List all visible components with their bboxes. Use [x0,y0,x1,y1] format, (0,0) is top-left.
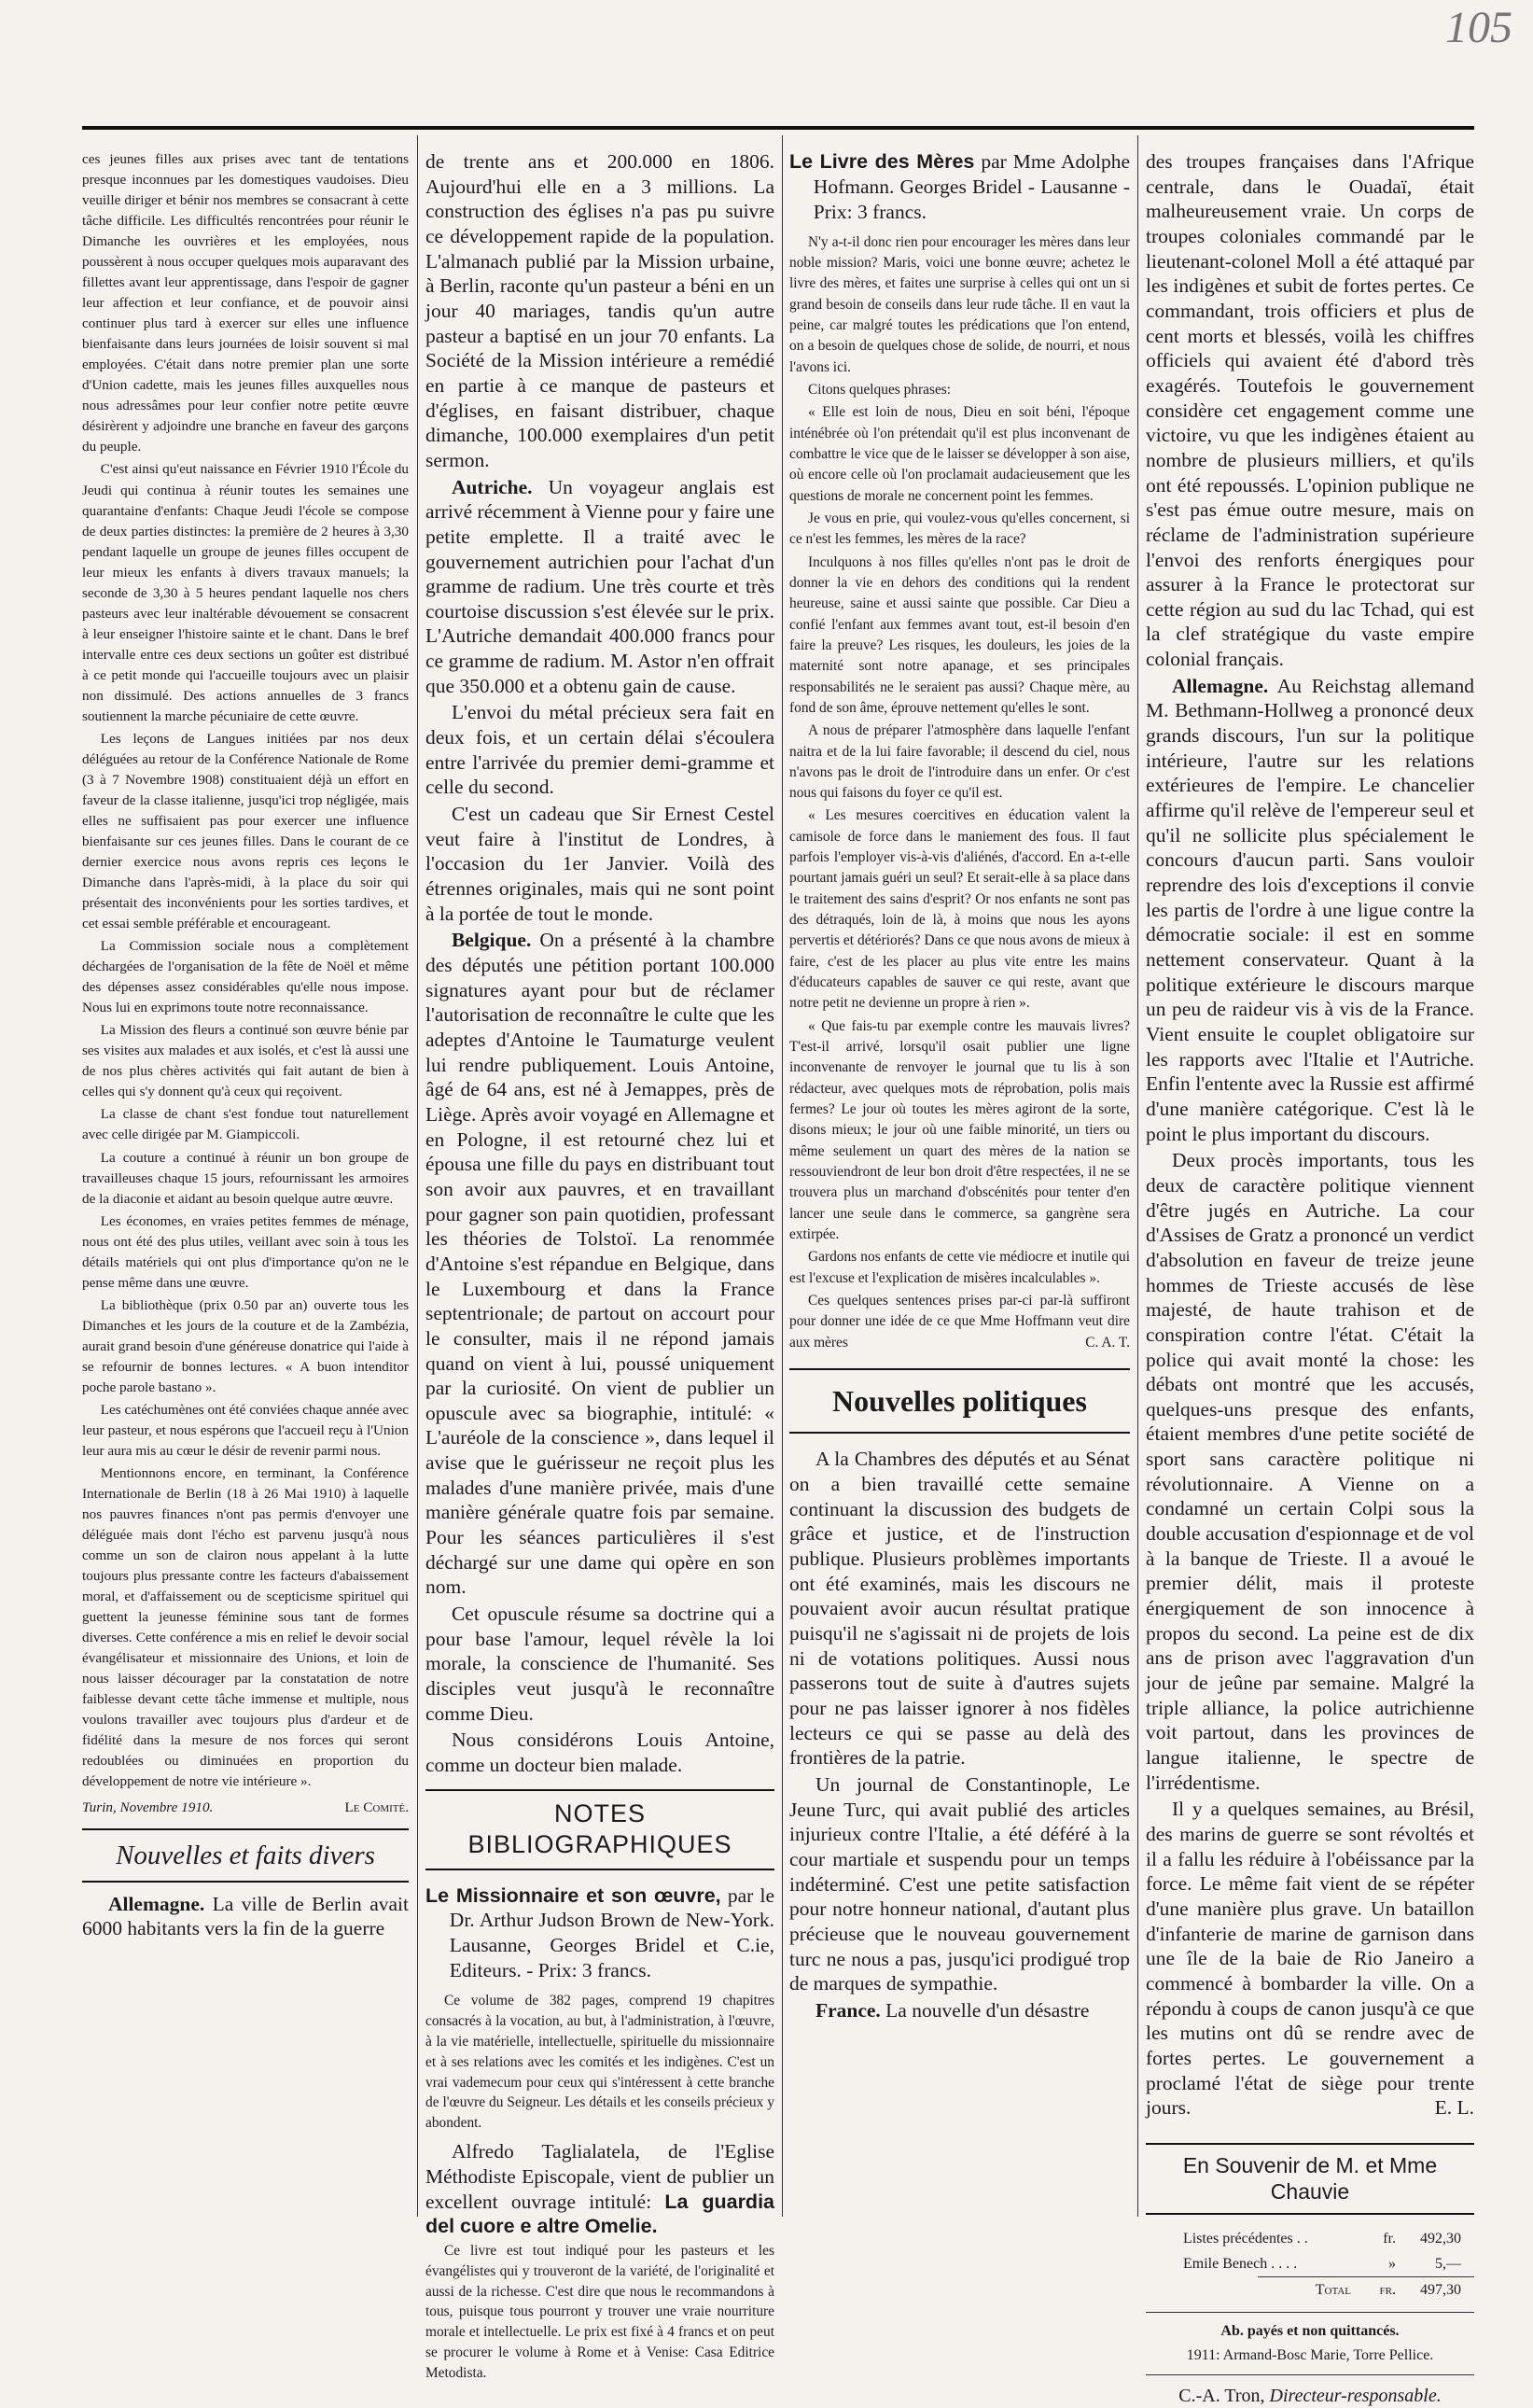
column-2 [425,149,775,2382]
paragraph-text: Un voyageur anglais est arrivé récemment à Vienne pour y faire une petite emplette. Il a traité avec le gouvernement autrichien pour l'achat d'un gramme de radium. Une très courte et très courtoise discussion s'est élevée sur le prix. L'Autriche demandait 400.000 francs pour ce gramme de radium. M. Astor n'en offrait que 350.000 et a obtenu gain de cause. [425,475,774,697]
section-heading: NOTES BIBLIOGRAPHIQUES [425,1789,774,1870]
book-info: par le Dr. Arthur Judson Brown de New-York. Lausanne, Georges Bridel et C.ie, Editeurs. - Prix: 3 francs. [449,1883,775,1982]
paragraph: de trente ans et 200.000 en 1806. Aujourd'hui elle en a 3 millions. La construction des églises n'a pas pu suivre ce développement rapide de la population. L'almanach publié par la Mission urbaine, à Berlin, raconte qu'un pasteur a béni en un jour 40 mariages, tandis qu'un autre pasteur a baptisé en un jour 70 enfants. La Société de la Mission intérieure a remédié en partie à ce manque de pasteurs et d'églises, en faisant distribuer, chaque dimanche, 100.000 exemplaires d'un petit sermon. [425,150,774,471]
signature-author: Le Comité. [344,1799,409,1816]
paragraph: La couture a continué à réunir un bon groupe de travailleuses chaque 15 jours, refournissant les armoires de la diaconie et aidant au besoin quelque autre œuvre. [82,1149,409,1207]
paragraph: L'envoi du métal précieux sera fait en deux fois, et un certain délai s'écoulera entre l'arrivée du premier demi-gramme et celle du second. [425,701,774,799]
section-heading: Nouvelles politiques [789,1368,1130,1434]
row-amount: 5,— [1435,2256,1461,2273]
book-title: Le Missionnaire et son œuvre, [425,1883,721,1907]
book-title: La guardia del cuore e altre Omelie. [425,2190,774,2238]
paragraph [425,2139,774,2239]
paragraph: Les leçons de Langues initiées par nos deux déléguées au retour de la Conférence Nationale de Rome (3 à 7 Novembre 1908) constituaient déjà un effort en faveur de la classe italienne, jusqu'ici trop négligée, mais elles ne suffisaient pas pour exercer une influence bienfaisante sur ces jeunes filles. Dans le courant de ce dernier exercice nous avons repris ces leçons le Dimanche dans l'après-midi, à la place du soir qui présentait des inconvénients pour les sorties tardives, et cet essai semble préférable et encourageant. [82,730,409,932]
top-rule [82,126,1474,130]
paragraph [789,1998,1130,2023]
paragraph: Inculquons à nos filles qu'elles n'ont pas le droit de donner la vie en dehors des conditions qui la rendent heureuse, saine et aussi sainte que possible. Car Dieu a confié l'enfant aux femmes avant tout, est-il besoin d'en faire la preuve? Les risques, les douleurs, les joies de la maternité sont notre apanage, et ses principales responsabilités ne le seraient pas aussi? Chaque mère, au fond de son âme, éprouve nettement qu'elles le sont. [789,553,1130,716]
subscription-total [1258,2276,1474,2303]
column-1 [82,149,409,2221]
signature-author: C. A. T. [1085,1334,1130,1351]
paragraph-lead: Autriche. [451,475,533,498]
column-divider [782,135,783,2217]
paragraph [1146,1797,1474,2121]
divider [1146,2374,1474,2375]
director-name: C.-A. Tron, [1178,2386,1265,2407]
paragraph: Nous considérons Louis Antoine, comme un docteur bien malade. [425,1729,774,1776]
total-label: Total [1315,2282,1351,2299]
signature-place: Turin, Novembre 1910. [82,1799,214,1816]
paragraph-text: La ville de Berlin avait 6000 habitants vers la fin de la guerre [82,1892,409,1940]
director-line [1146,2385,1474,2408]
paragraph: Deux procès importants, tous les deux de caractère politique viennent d'être jugés en Autriche. La cour d'Assises de Gratz a prononcé un verdict d'absolution en faveur de treize jeune hommes de Trieste accusés de lèse majesté, de haute trahison et de conspiration contre l'état. C'était la police qui avait monté la chose: les débats ont montré que les accusés, quelques-uns presque des enfants, étaient membres d'une petite société de sport sans caractère politique ni révolutionnaire. A Vienne on a condamné un certain Colpi sous la double accusation d'espionnage et de vol à la banque de Trieste. Il a avoué le premier délit, mais il proteste énergiquement de son innocence à propos du second. La peine est de dix ans de prison avec l'aggravation d'un jour de jeûne par semaine. Malgré la triple alliance, la police autrichienne voit partout, dans les provinces de langue italienne, le spectre de l'irrédentisme. [1146,1149,1474,1794]
book-title: Le Livre des Mères [789,150,975,173]
ab-heading: Ab. payés et non quittancés. [1220,2323,1400,2340]
subscription-row [1146,2251,1474,2276]
paragraph: La Mission des fleurs a continué son œuvre bénie par ses visites aux malades et aux isolés, et c'est là aussi une de nos plus chères activités qui fait autant de bien à celles qui s'y donnent qu'à ceux qui reçoivent. [82,1022,409,1100]
paragraph: A la Chambres des députés et au Sénat on a bien travaillé cette semaine continuant la discussion des budgets de grâce et justice, et de l'instruction publique. Plusieurs problèmes importants ont été examinés, mais les discours ne pouvaient avoir aucun résultat pratique puisqu'il ne s'agissait ni de projets de lois ni de votations politiques. Aussi nous passerons tout de suite à d'autres sujets pour ne pas laisser ignorer à nos fidèles lecteurs ce qui se passe au delà des frontières de la patrie. [789,1448,1130,1770]
paragraph [425,475,774,699]
paragraph-lead: Allemagne. [1171,674,1269,697]
book-entry [425,1883,774,1984]
paragraph-text: On a présenté à la chambre des députés une pétition portant 100.000 signatures ayant pour but de réclamer l'autorisation de reconnaître le culte que les adeptes d'Antoine le Taumaturge veulent lui rendre publiquement. Louis Antoine, âgé de 64 ans, est né à Jemappes, près de Liège. Après avoir voyagé en Allemagne et en Pologne, il est retourné chez lui et épousa une fille du pays en distribuant tout son avoir aux pauvres, et en travaillant pour gagner son pain quotidien, professant les théories de Tolstoï. La renommée d'Antoine s'est répandue en Belgique, dans le Luxembourg et dans la France septentrionale; de partout on accourt pour le consulter, mais il ne répond jamais quand on vient à lui, poussé uniquement par la curiosité. On vient de publier un opuscule avec sa biographie, intitulé: « L'auréole de la conscience », dans lequel il avise que le guérisseur ne reçoit plus les malades d'une manière privée, mais d'une manière générale quatre fois par semaine. Pour les séances particulières il s'est déchargé sur une dame qui opère en son nom. [425,929,774,1599]
paragraph-text: Ces quelques sentences prises par-ci par-là suffiront pour donner une idée de ce que Mme Hoffmann veut dire aux mères [789,1293,1130,1351]
page-number: 105 [1445,3,1512,52]
paragraph: Je vous en prie, qui voulez-vous qu'elles concernent, si ce n'est les femmes, les mères de la race? [789,510,1130,548]
paragraph: C'est un cadeau que Sir Ernest Cestel veut faire à l'institut de Londres, à l'occasion du 1er Janvier. Voilà des étrennes originales, mais qui ne sont point à la portée de tout le monde. [425,803,774,925]
souvenir-heading: En Souvenir de M. et Mme Chauvie [1146,2143,1474,2215]
paragraph [1146,674,1474,1146]
paragraph-text: Au Reichstag allemand M. Bethmann-Hollweg a prononcé deux grands discours, l'un sur la politique intérieure, l'autre sur les relations extérieures de l'empire. Le chancelier affirme qu'il relève de l'empereur seul et qu'il ne sollicite plus spécialement le concours d'aucun parti. Sans vouloir reprendre des lois d'exceptions il convie les partis de l'ordre à une ligue contre la démocratie sociale: il est en somme nettement conservateur. Quant à la politique extérieure le discours marque un peu de raideur vis à vis de la France. Vient ensuite le couplet obligatoire sur les rapports avec l'Italie et l'Autriche. Enfin l'entente avec la Russie est affirmé d'une manière catégorique. C'est là le point le plus important du discours. [1146,674,1474,1145]
paragraph [425,928,774,1600]
paragraph-text: La nouvelle d'un désastre [880,1998,1090,2022]
total-amount: 497,30 [1420,2282,1461,2299]
column-4 [1146,149,1474,2407]
paragraph [789,1291,1130,1353]
paragraph: La classe de chant s'est fondue tout naturellement avec celle dirigée par M. Giampiccoli. [82,1106,409,1143]
paragraph-lead: Allemagne. [107,1892,205,1915]
paragraph-lead: France. [815,1998,881,2022]
paragraph: ces jeunes filles aux prises avec tant de tentations presque inconnues par les domestiques vaudoises. Dieu veuille diriger et bénir nos membres se consacrant à cette tâche difficile. Les difficultés rencontrées pour réunir le Dimanche les ouvrières et les employées, nous poussèrent à nous occuper quelques mois auparavant des fillettes avant leur apprentissage, dans l'espoir de gagner leur affection et leur confiance, et de pouvoir ainsi continuer plus tard à exercer sur elles une influence bienfaisante dans leurs journées de loisir souvent si mal employées. C'était dans notre premier plan une sorte d'Union cadette, mais les jeunes filles auxquelles nous nous adressâmes pour leur confier notre petite œuvre désirèrent y adjoindre une branche en faveur des garçons du peuple. [82,151,409,455]
paragraph: A nous de préparer l'atmosphère dans laquelle l'enfant naitra et de la lui faire favorable; il descend du ciel, nous n'avons pas le droit de l'introduire dans un enfer. Or c'est nous qui faisons du foyer ce qu'il est. [789,722,1130,802]
ab-line: 1911: Armand-Bosc Marie, Torre Pellice. [1186,2347,1434,2364]
paragraph-text: Il y a quelques semaines, au Brésil, des marins de guerre se sont révoltés et il a fallu les réduire à l'obéissance par la force. Le même fait vient de se répéter d'une manière plus grave. Un bataillon d'infanterie de marine de garnison dans une île de la baie de Rio Janeiro a commencé à bombarder la ville. On a répondu à coups de canon jusqu'à ce que les mutins ont dû se rendre avec de fortes pertes. Le gouvernement a proclamé l'état de siège pour trente jours. [1146,1798,1474,2120]
row-label: Listes précédentes . . [1183,2230,1308,2247]
section-heading: Nouvelles et faits divers [82,1828,409,1883]
book-info: par Mme Adolphe Hofmann. Georges Bridel - Lausanne - Prix: 3 francs. [813,150,1130,223]
row-amount: 492,30 [1420,2230,1461,2247]
paragraph: « Les mesures coercitives en éducation valent la camisole de force dans le maniement des fous. Il faut parfois l'employer vis-à-vis d'aliénés, d'accord. En a-t-elle pourtant jamais guéri un seul? Et serait-elle à sa place dans le traitement des sains d'esprit? Or nos enfants ne sont pas des détraqués, loin de là, à moins que nous les ayons pervertis et détériorés? Dans ce que nous avons de mieux à faire, c'est de les placer au plus vite entre les mains d'éducateurs capables de sauver ce qui reste, avant que notre petit ne devienne un propre à rien ». [789,807,1130,1012]
paragraph: Gardons nos enfants de cette vie médiocre et inutile qui est l'excuse et l'explication de misères incalculables ». [789,1249,1130,1286]
paragraph: Les catéchumènes ont été conviées chaque année avec leur pasteur, et nous espérons que l'accueil reçu à l'Union leur aura mis au cœur le désir de revenir parmi nous. [82,1401,409,1459]
paragraph-lead: Belgique. [451,929,532,952]
paragraph: Citons quelques phrases: [808,381,952,398]
divider [1146,2312,1474,2313]
paragraph: C'est ainsi qu'eut naissance en Février 1910 l'École du Jeudi qui continua à réunir toutes les semaines une quarantaine d'enfants: Chaque Jeudi l'école se compose de deux parties distinctes: la première de 2 heures à 3,30 pendant laquelle un groupe de jeunes filles occupent de leur mieux les enfants à divers travaux manuels; la seconde de 3,30 à 5 heures pendant laquelle nos chers pasteurs avec leur inaltérable dévouement se consacrent à leur enseigner l'histoire sainte et le chant. Dans le bref intervalle entre ces deux sections un goûter est distribué à ce petit monde qui l'accueille toujours avec un plaisir non dissimulé. Des actions annuelles de 3 francs soutiennent la marche pécuniaire de cette œuvre. [82,461,409,724]
paragraph: Un journal de Constantinople, Le Jeune Turc, qui avait publié des articles injurieux contre l'Italie, a été déféré à la cour martiale et suspendu pour un temps indéterminé. C'est une petite satisfaction pour notre honneur national, d'autant plus précieuse que le nouveau gouvernement turc ne nous a pas, jusqu'ici prodigué trop de marques de sympathie. [789,1772,1130,1995]
paragraph: N'y a-t-il donc rien pour encourager les mères dans leur noble mission? Maris, voici une bonne œuvre; achetez le livre des mères, et faites une surprise à celles qui ont un si grand besoin de conseils dans leur rude tâche. Il en vaut la peine, car malgré toutes les prédications que l'on entend, on a besoin de quelques chose de solide, de nourri, et nous l'avons ici. [789,233,1130,375]
column-3 [789,149,1130,2221]
subscription-row [1146,2226,1474,2251]
book-review: Ce livre est tout indiqué pour les pasteurs et les évangélistes qui y trouveront de la variété, de l'originalité et aussi de la richesse. C'est dire que nous le recommandons à tous, puisque tous pourront y trouver une vraie nourriture morale et intellectuelle. Le prix est fixé à 4 francs et on peut se procurer le volume à Rome et à Venise: Casa Editrice Metodista. [425,2242,774,2382]
book-intro: Alfredo Taglialatela, de l'Eglise Méthodiste Episcopale, vient de publier un excellent ouvrage intitulé: [425,2140,774,2213]
book-review: Ce volume de 382 pages, comprend 19 chapitres consacrés à la vocation, au but, à l'administration, à l'œuvre, à la vie matérielle, intellectuelle, spirituelle du missionnaire et à ses relations avec les comités et les indigènes. C'est un vrai vademecum pour ceux qui s'intéressent à cette branche de l'œuvre du Seigneur. Les détails et les conseils précieux y abondent. [425,1993,774,2132]
paragraph: « Elle est loin de nous, Dieu en soit béni, l'époque inténébrée où l'on prétendait qu'il est plus inconvenant de combattre le vice que de le laisser se développer à son aise, où encore celle où l'on proclamait audacieusement que les questions de morale ne concernent point les femmes. [789,404,1130,504]
paragraph: des troupes françaises dans l'Afrique centrale, dans le Ouadaï, était malheureusement vraie. Un corps de troupes coloniales commandé par le lieutenant-colonel Moll a été attaqué par les indigènes et subit de fortes pertes. Ce commandant, trois officiers et plus de cent morts et blessés, voilà les chiffres officiels qui avaient été d'abord très exagérés. Toutefois le gouvernement considère cet engagement comme une victoire, vu que les indigènes étaient au nombre de plusieurs milliers, et qu'ils ont été repoussés. L'opinion publique ne s'est pas émue outre mesure, mais on réclame de l'administration supérieure l'envoi des renforts énergiques pour assurer à la France le protectorat sur cette région au sud du lac Tchad, qui est la clef stratégique du vaste empire colonial français. [1146,150,1474,671]
signature-line [82,1798,409,1818]
signature-author: E. L. [1434,2096,1474,2120]
row-label: Emile Benech . . . . [1183,2256,1298,2273]
column-divider [417,135,418,2217]
director-title: Directeur-responsable. [1269,2386,1442,2407]
paragraph: La bibliothèque (prix 0.50 par an) ouverte tous les Dimanches et les jours de la couture et de la Zambézia, aurait grand besoin d'une généreuse donatrice qui l'aide à se refournir de bonnes lectures. « A buon intenditor poche parole bastano ». [82,1296,409,1395]
paragraph: La Commission sociale nous a complètement déchargées de l'organisation de la fête de Noël et même des dépenses assez considérables qu'elle nous impose. Nous lui en exprimons toute notre reconnaissance. [82,938,409,1016]
paragraph: « Que fais-tu par exemple contre les mauvais livres? T'est-il arrivé, lorsqu'il osait publier une ligne inconvenante de renvoyer le journal que tu lis à son rédacteur, avec quelques mots de réprobation, polis mais fermes? Le jour où toutes les mères agiront de la sorte, disons mieux; le jour où une faible minorité, un tiers ou même seulement un quart des mères de la nation se ressouviendront de leur bon droit d'être respectées, il ne se trouvera plus un marchand d'obscénités pour tenter d'en lancer une seule dans le commerce, sa gangrène sera extirpée. [789,1017,1130,1243]
column-divider [1137,135,1138,2217]
paragraph: Mentionnons encore, en terminant, la Conférence Internationale de Berlin (18 à 26 Mai 1910) à laquelle nos pauvres finances n'ont pas permis d'envoyer une déléguée mais dont l'écho est parvenu jusqu'à nous comme un son de clairon nous appelant à la lutte toujours plus pressante contre les facteurs d'abaissement moral, et d'affaissement ou de scepticisme spirituel qui guettent la jeunesse féminine sous tant de formes diverses. Cette conférence a mis en relief le devoir social évangélisateur et missionnaire des Unions, et loin de nous laisser décourager par la constatation de notre faiblesse devant cette tâche immense et multiple, nous voulons travailler avec toujours plus d'ardeur et de fidélité dans la mesure de nos forces qui seront redoublées ou diminuées en proportion du développement de notre vie intérieure ». [82,1464,409,1790]
paragraph: Les économes, en vraies petites femmes de ménage, nous ont été des plus utiles, veillant avec soin à tous les détails matériels qui ont plus d'importance qu'on ne le pense même dans une œuvre. [82,1212,409,1291]
row-currency: » [1388,2256,1396,2273]
paragraph [82,1892,409,1941]
total-currency: fr. [1379,2282,1396,2299]
paragraph: Cet opuscule résume sa doctrine qui a pour base l'amour, lequel révèle la loi morale, la conscience de l'humanité. Ses disciples veut jusqu'à le reconnaître comme Dieu. [425,1603,774,1725]
book-entry [789,149,1130,225]
row-currency: fr. [1383,2230,1396,2247]
